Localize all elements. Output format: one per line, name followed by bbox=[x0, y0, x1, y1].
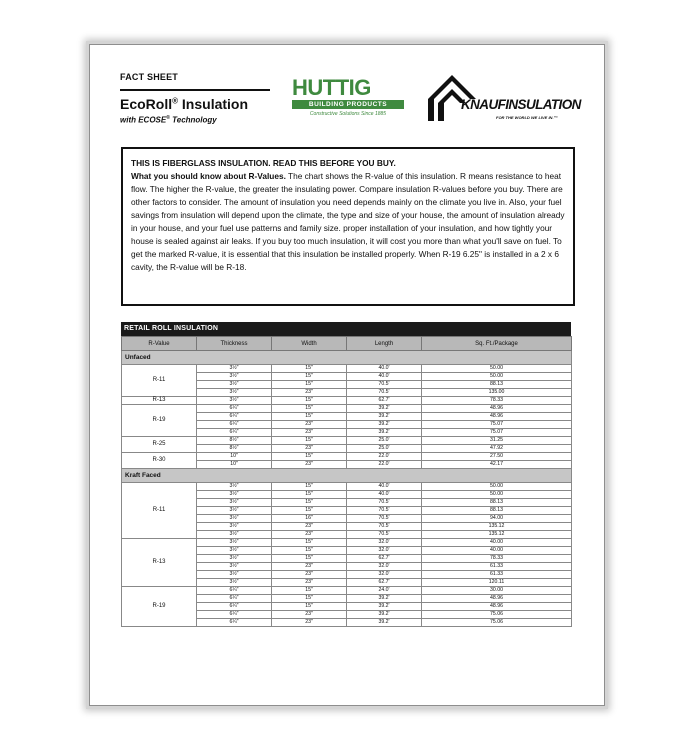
table-cell: 48.96 bbox=[422, 603, 572, 611]
table-cell: 8½" bbox=[197, 445, 272, 453]
table-cell: 70.5' bbox=[347, 507, 422, 515]
table-cell: 70.5' bbox=[347, 381, 422, 389]
table-row bbox=[122, 539, 572, 547]
table-cell: 6¼" bbox=[197, 611, 272, 619]
table-cell: 70.5' bbox=[347, 389, 422, 397]
table-cell: 39.2' bbox=[347, 619, 422, 627]
table-cell: 3½" bbox=[197, 571, 272, 579]
r-value-cell: R-19 bbox=[122, 405, 197, 437]
table-cell: 3½" bbox=[197, 523, 272, 531]
header-rule bbox=[120, 89, 270, 91]
table-cell: 10" bbox=[197, 453, 272, 461]
table-cell: 6¼" bbox=[197, 587, 272, 595]
notice-body: The chart shows the R-value of this insulation. R means resistance to heat flow. The higher the R-value, the greater the insulating power. Compare insulation R-values before you buy. There are other factors to consider. The amount of insulation you need depends mainly on the climate you live in. Also, your fuel savings from insulation will depend upon the climate, the type and size of your house, the amount of insulation already in your house, and your fuel use patterns and family size. proper installation of your insulation, and how tightly your house is sealed against air leaks. If you buy too much insulation, it will cost you more than what you'll save on fuel. To get the marked R-value, it is essential that this insulation be installed properly. When R-19 6.25" is installed in a 2 x 6 cavity, the R-value will be R-18. bbox=[131, 171, 565, 272]
table-cell: 15" bbox=[272, 453, 347, 461]
table-cell: 15" bbox=[272, 483, 347, 491]
table-cell: 15" bbox=[272, 595, 347, 603]
product-reg-mark: ® bbox=[172, 96, 179, 106]
table-cell: 6¼" bbox=[197, 603, 272, 611]
table-cell: 48.96 bbox=[422, 413, 572, 421]
table-cell: 3½" bbox=[197, 365, 272, 373]
table-title: RETAIL ROLL INSULATION bbox=[121, 322, 571, 336]
table-cell: 50.00 bbox=[422, 491, 572, 499]
knauf-logo bbox=[426, 71, 581, 127]
table-cell: 6¼" bbox=[197, 429, 272, 437]
table-cell: 23" bbox=[272, 445, 347, 453]
table-cell: 39.2' bbox=[347, 421, 422, 429]
table-cell: 48.96 bbox=[422, 405, 572, 413]
table-cell: 6¼" bbox=[197, 413, 272, 421]
table-cell: 10" bbox=[197, 461, 272, 469]
table-cell: 15" bbox=[272, 603, 347, 611]
table-cell: 23" bbox=[272, 531, 347, 539]
table-cell: 15" bbox=[272, 539, 347, 547]
insulation-table bbox=[121, 336, 572, 627]
column-header: Width bbox=[272, 337, 347, 351]
subtitle-post: Technology bbox=[172, 115, 217, 125]
table-cell: 70.5' bbox=[347, 531, 422, 539]
r-value-cell: R-13 bbox=[122, 397, 197, 405]
table-cell: 15" bbox=[272, 397, 347, 405]
table-cell: 6¼" bbox=[197, 619, 272, 627]
table-cell: 70.5' bbox=[347, 515, 422, 523]
section-label: Kraft Faced bbox=[122, 469, 572, 483]
table-cell: 135.00 bbox=[422, 389, 572, 397]
table-cell: 23" bbox=[272, 461, 347, 469]
table-cell: 22.0' bbox=[347, 453, 422, 461]
table-cell: 15" bbox=[272, 405, 347, 413]
notice-lead: What you should know about R-Values. bbox=[131, 171, 286, 181]
r-value-notice-box bbox=[121, 147, 575, 306]
product-word: Insulation bbox=[181, 96, 249, 112]
column-header: Thickness bbox=[197, 337, 272, 351]
table-cell: 62.7' bbox=[347, 579, 422, 587]
table-cell: 15" bbox=[272, 373, 347, 381]
table-cell: 15" bbox=[272, 381, 347, 389]
table-cell: 40.00 bbox=[422, 547, 572, 555]
table-row bbox=[122, 397, 572, 405]
table-cell: 39.2' bbox=[347, 413, 422, 421]
table-cell: 15" bbox=[272, 547, 347, 555]
table-cell: 30.00 bbox=[422, 587, 572, 595]
table-cell: 70.5' bbox=[347, 499, 422, 507]
table-cell: 3½" bbox=[197, 563, 272, 571]
notice-heading: THIS IS FIBERGLASS INSULATION. READ THIS BEFORE YOU BUY. bbox=[131, 158, 396, 168]
table-cell: 40.0' bbox=[347, 373, 422, 381]
table-cell: 15" bbox=[272, 555, 347, 563]
table-cell: 50.00 bbox=[422, 373, 572, 381]
table-cell: 75.06 bbox=[422, 611, 572, 619]
knauf-logo-name: KNAUFINSULATION bbox=[461, 97, 581, 112]
table-cell: 39.2' bbox=[347, 405, 422, 413]
table-cell: 27.50 bbox=[422, 453, 572, 461]
table-cell: 16" bbox=[272, 515, 347, 523]
r-value-cell: R-19 bbox=[122, 587, 197, 627]
column-header: Length bbox=[347, 337, 422, 351]
table-row bbox=[122, 587, 572, 595]
table-cell: 39.2' bbox=[347, 611, 422, 619]
table-cell: 25.0' bbox=[347, 445, 422, 453]
table-cell: 3½" bbox=[197, 381, 272, 389]
table-cell: 23" bbox=[272, 563, 347, 571]
table-cell: 39.2' bbox=[347, 603, 422, 611]
table-cell: 23" bbox=[272, 421, 347, 429]
table-cell: 8½" bbox=[197, 437, 272, 445]
table-cell: 39.2' bbox=[347, 429, 422, 437]
table-cell: 32.0' bbox=[347, 563, 422, 571]
retail-roll-table bbox=[121, 322, 571, 627]
table-cell: 3½" bbox=[197, 531, 272, 539]
table-cell: 31.25 bbox=[422, 437, 572, 445]
table-cell: 32.0' bbox=[347, 547, 422, 555]
product-subtitle bbox=[120, 115, 270, 125]
knauf-logo-tagline: FOR THE WORLD WE LIVE IN.™ bbox=[496, 115, 558, 120]
table-cell: 40.0' bbox=[347, 491, 422, 499]
table-cell: 88.13 bbox=[422, 507, 572, 515]
table-cell: 94.00 bbox=[422, 515, 572, 523]
table-cell: 22.0' bbox=[347, 461, 422, 469]
section-row bbox=[122, 469, 572, 483]
table-cell: 15" bbox=[272, 365, 347, 373]
table-cell: 120.11 bbox=[422, 579, 572, 587]
r-value-cell: R-13 bbox=[122, 539, 197, 587]
table-cell: 39.2' bbox=[347, 595, 422, 603]
table-cell: 6¼" bbox=[197, 595, 272, 603]
table-cell: 23" bbox=[272, 429, 347, 437]
table-cell: 3½" bbox=[197, 397, 272, 405]
table-cell: 3½" bbox=[197, 507, 272, 515]
table-cell: 88.13 bbox=[422, 381, 572, 389]
table-cell: 15" bbox=[272, 507, 347, 515]
header-left bbox=[120, 72, 270, 125]
table-cell: 78.33 bbox=[422, 397, 572, 405]
notice-paragraph bbox=[131, 170, 567, 274]
huttig-logo bbox=[292, 77, 404, 117]
table-row bbox=[122, 405, 572, 413]
table-cell: 25.0' bbox=[347, 437, 422, 445]
table-cell: 3½" bbox=[197, 547, 272, 555]
table-cell: 75.07 bbox=[422, 429, 572, 437]
table-cell: 15" bbox=[272, 499, 347, 507]
huttig-logo-bar: BUILDING PRODUCTS bbox=[292, 100, 404, 109]
table-cell: 3½" bbox=[197, 483, 272, 491]
r-value-cell: R-11 bbox=[122, 483, 197, 539]
table-row bbox=[122, 483, 572, 491]
table-cell: 50.00 bbox=[422, 483, 572, 491]
table-cell: 3½" bbox=[197, 373, 272, 381]
table-cell: 24.0' bbox=[347, 587, 422, 595]
table-cell: 75.07 bbox=[422, 421, 572, 429]
table-cell: 40.00 bbox=[422, 539, 572, 547]
table-cell: 40.0' bbox=[347, 365, 422, 373]
table-cell: 23" bbox=[272, 611, 347, 619]
table-cell: 47.92 bbox=[422, 445, 572, 453]
table-cell: 88.13 bbox=[422, 499, 572, 507]
table-row bbox=[122, 365, 572, 373]
product-title bbox=[120, 96, 270, 112]
product-name: EcoRoll bbox=[120, 96, 173, 112]
table-cell: 61.33 bbox=[422, 571, 572, 579]
fact-sheet-label: FACT SHEET bbox=[120, 72, 179, 82]
section-label: Unfaced bbox=[122, 351, 572, 365]
table-cell: 3½" bbox=[197, 539, 272, 547]
r-value-cell: R-25 bbox=[122, 437, 197, 453]
table-cell: 3½" bbox=[197, 389, 272, 397]
table-cell: 23" bbox=[272, 619, 347, 627]
table-cell: 135.12 bbox=[422, 531, 572, 539]
table-cell: 40.0' bbox=[347, 483, 422, 491]
subtitle-reg-mark: ® bbox=[166, 115, 170, 121]
table-cell: 15" bbox=[272, 437, 347, 445]
huttig-logo-name: HUTTIG bbox=[292, 75, 371, 100]
r-value-cell: R-11 bbox=[122, 365, 197, 397]
column-header: Sq. Ft./Package bbox=[422, 337, 572, 351]
table-cell: 70.5' bbox=[347, 523, 422, 531]
table-cell: 50.00 bbox=[422, 365, 572, 373]
table-cell: 23" bbox=[272, 389, 347, 397]
table-cell: 6¼" bbox=[197, 405, 272, 413]
table-cell: 3½" bbox=[197, 499, 272, 507]
huttig-logo-tagline: Constructive Solutions Since 1885 bbox=[309, 111, 387, 117]
table-cell: 6¼" bbox=[197, 421, 272, 429]
table-cell: 15" bbox=[272, 491, 347, 499]
column-header: R-Value bbox=[122, 337, 197, 351]
table-cell: 23" bbox=[272, 579, 347, 587]
table-cell: 3½" bbox=[197, 491, 272, 499]
table-body bbox=[122, 351, 572, 627]
subtitle-pre: with ECOSE bbox=[120, 115, 167, 125]
table-cell: 62.7' bbox=[347, 555, 422, 563]
r-value-cell: R-30 bbox=[122, 453, 197, 469]
table-cell: 42.17 bbox=[422, 461, 572, 469]
table-cell: 32.0' bbox=[347, 571, 422, 579]
table-cell: 48.96 bbox=[422, 595, 572, 603]
table-row bbox=[122, 453, 572, 461]
table-cell: 3½" bbox=[197, 555, 272, 563]
table-cell: 62.7' bbox=[347, 397, 422, 405]
table-cell: 15" bbox=[272, 587, 347, 595]
table-cell: 75.06 bbox=[422, 619, 572, 627]
table-cell: 23" bbox=[272, 571, 347, 579]
table-cell: 3½" bbox=[197, 579, 272, 587]
table-row bbox=[122, 437, 572, 445]
section-row bbox=[122, 351, 572, 365]
table-cell: 3½" bbox=[197, 515, 272, 523]
table-cell: 135.12 bbox=[422, 523, 572, 531]
table-header-row bbox=[122, 337, 572, 351]
table-cell: 23" bbox=[272, 523, 347, 531]
table-cell: 61.33 bbox=[422, 563, 572, 571]
table-cell: 15" bbox=[272, 413, 347, 421]
table-cell: 32.0' bbox=[347, 539, 422, 547]
table-cell: 78.33 bbox=[422, 555, 572, 563]
